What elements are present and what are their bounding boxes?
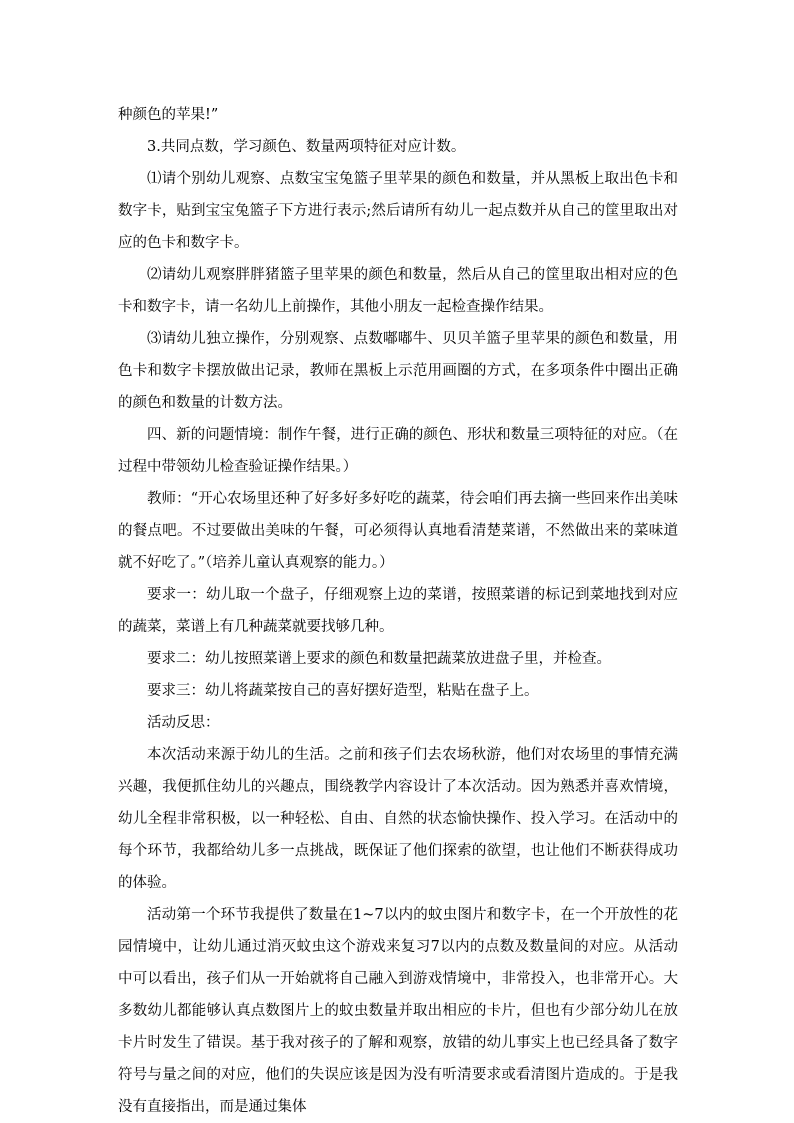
paragraph-12: 本次活动来源于幼儿的生活。之前和孩子们去农场秋游，他们对农场里的事情充满兴趣，我便抓住幼儿的兴趣点，围绕教学内容设计了本次活动。因为熟悉并喜欢情境，幼儿全程非常积极，以一种轻松、自由、自然的状态愉快操作、投入学习。在活动中的每个环节，我都给幼儿多一点挑战，既保证了他们探索的欲望，也让他们不断获得成功的体验。 <box>118 747 678 891</box>
paragraph-4: ⑵请幼儿观察胖胖猪篮子里苹果的颜色和数量，然后从自己的筐里取出相对应的色卡和数字卡，请一名幼儿上前操作，其他小朋友一起检查操作结果。 <box>118 267 678 315</box>
paragraph-2: 3.共同点数，学习颜色、数量两项特征对应计数。 <box>147 139 466 155</box>
paragraph-10: 要求三：幼儿将蔬菜按自己的喜好摆好造型，粘贴在盘子上。 <box>147 683 539 699</box>
paragraph-3: ⑴请个别幼儿观察、点数宝宝兔篮子里苹果的颜色和数量，并从黑板上取出色卡和数字卡，贴到宝宝兔篮子下方进行表示;然后请所有幼儿一起点数并从自己的筐里取出对应的色卡和数字卡。 <box>118 171 678 251</box>
paragraph-5: ⑶请幼儿独立操作，分别观察、点数嘟嘟牛、贝贝羊篮子里苹果的颜色和数量，用色卡和数字卡摆放做出记录，教师在黑板上示范用画圈的方式，在多项条件中圈出正确的颜色和数量的计数方法。 <box>118 331 678 411</box>
paragraph-7: 教师：“开心农场里还种了好多好多好吃的蔬菜，待会咱们再去摘一些回来作出美味的餐点吧。不过要做出美味的午餐，可必须得认真地看清楚菜谱，不然做出来的菜味道就不好吃了。”（培养儿童认真观察的能力。） <box>118 491 678 571</box>
paragraph-6: 四、新的问题情境：制作午餐，进行正确的颜色、形状和数量三项特征的对应。（在过程中带领幼儿检查验证操作结果。） <box>118 427 678 475</box>
paragraph-8: 要求一：幼儿取一个盘子，仔细观察上边的菜谱，按照菜谱的标记到菜地找到对应的蔬菜，菜谱上有几种蔬菜就要找够几种。 <box>118 587 678 635</box>
paragraph-13: 活动第一个环节我提供了数量在1~7以内的蚊虫图片和数字卡，在一个开放性的花园情境中，让幼儿通过消灭蚊虫这个游戏来复习7以内的点数及数量间的对应。从活动中可以看出，孩子们从一开始就将自己融入到游戏情境中，非常投入，也非常开心。大多数幼儿都能够认真点数图片上的蚊虫数量并取出相应的卡片，但也有少部分幼儿在放卡片时发生了错误。基于我对孩子的了解和观察，放错的幼儿事实上也已经具备了数字符号与量之间的对应，他们的失误应该是因为没有听清要求或看清图片造成的。于是我没有直接指出，而是通过集体 <box>118 907 678 1115</box>
paragraph-1: 种颜色的苹果!” <box>118 107 219 123</box>
paragraph-9: 要求二：幼儿按照菜谱上要求的颜色和数量把蔬菜放进盘子里，并检查。 <box>147 651 611 667</box>
paragraph-11: 活动反思： <box>147 715 220 731</box>
document-body <box>118 99 678 1123</box>
